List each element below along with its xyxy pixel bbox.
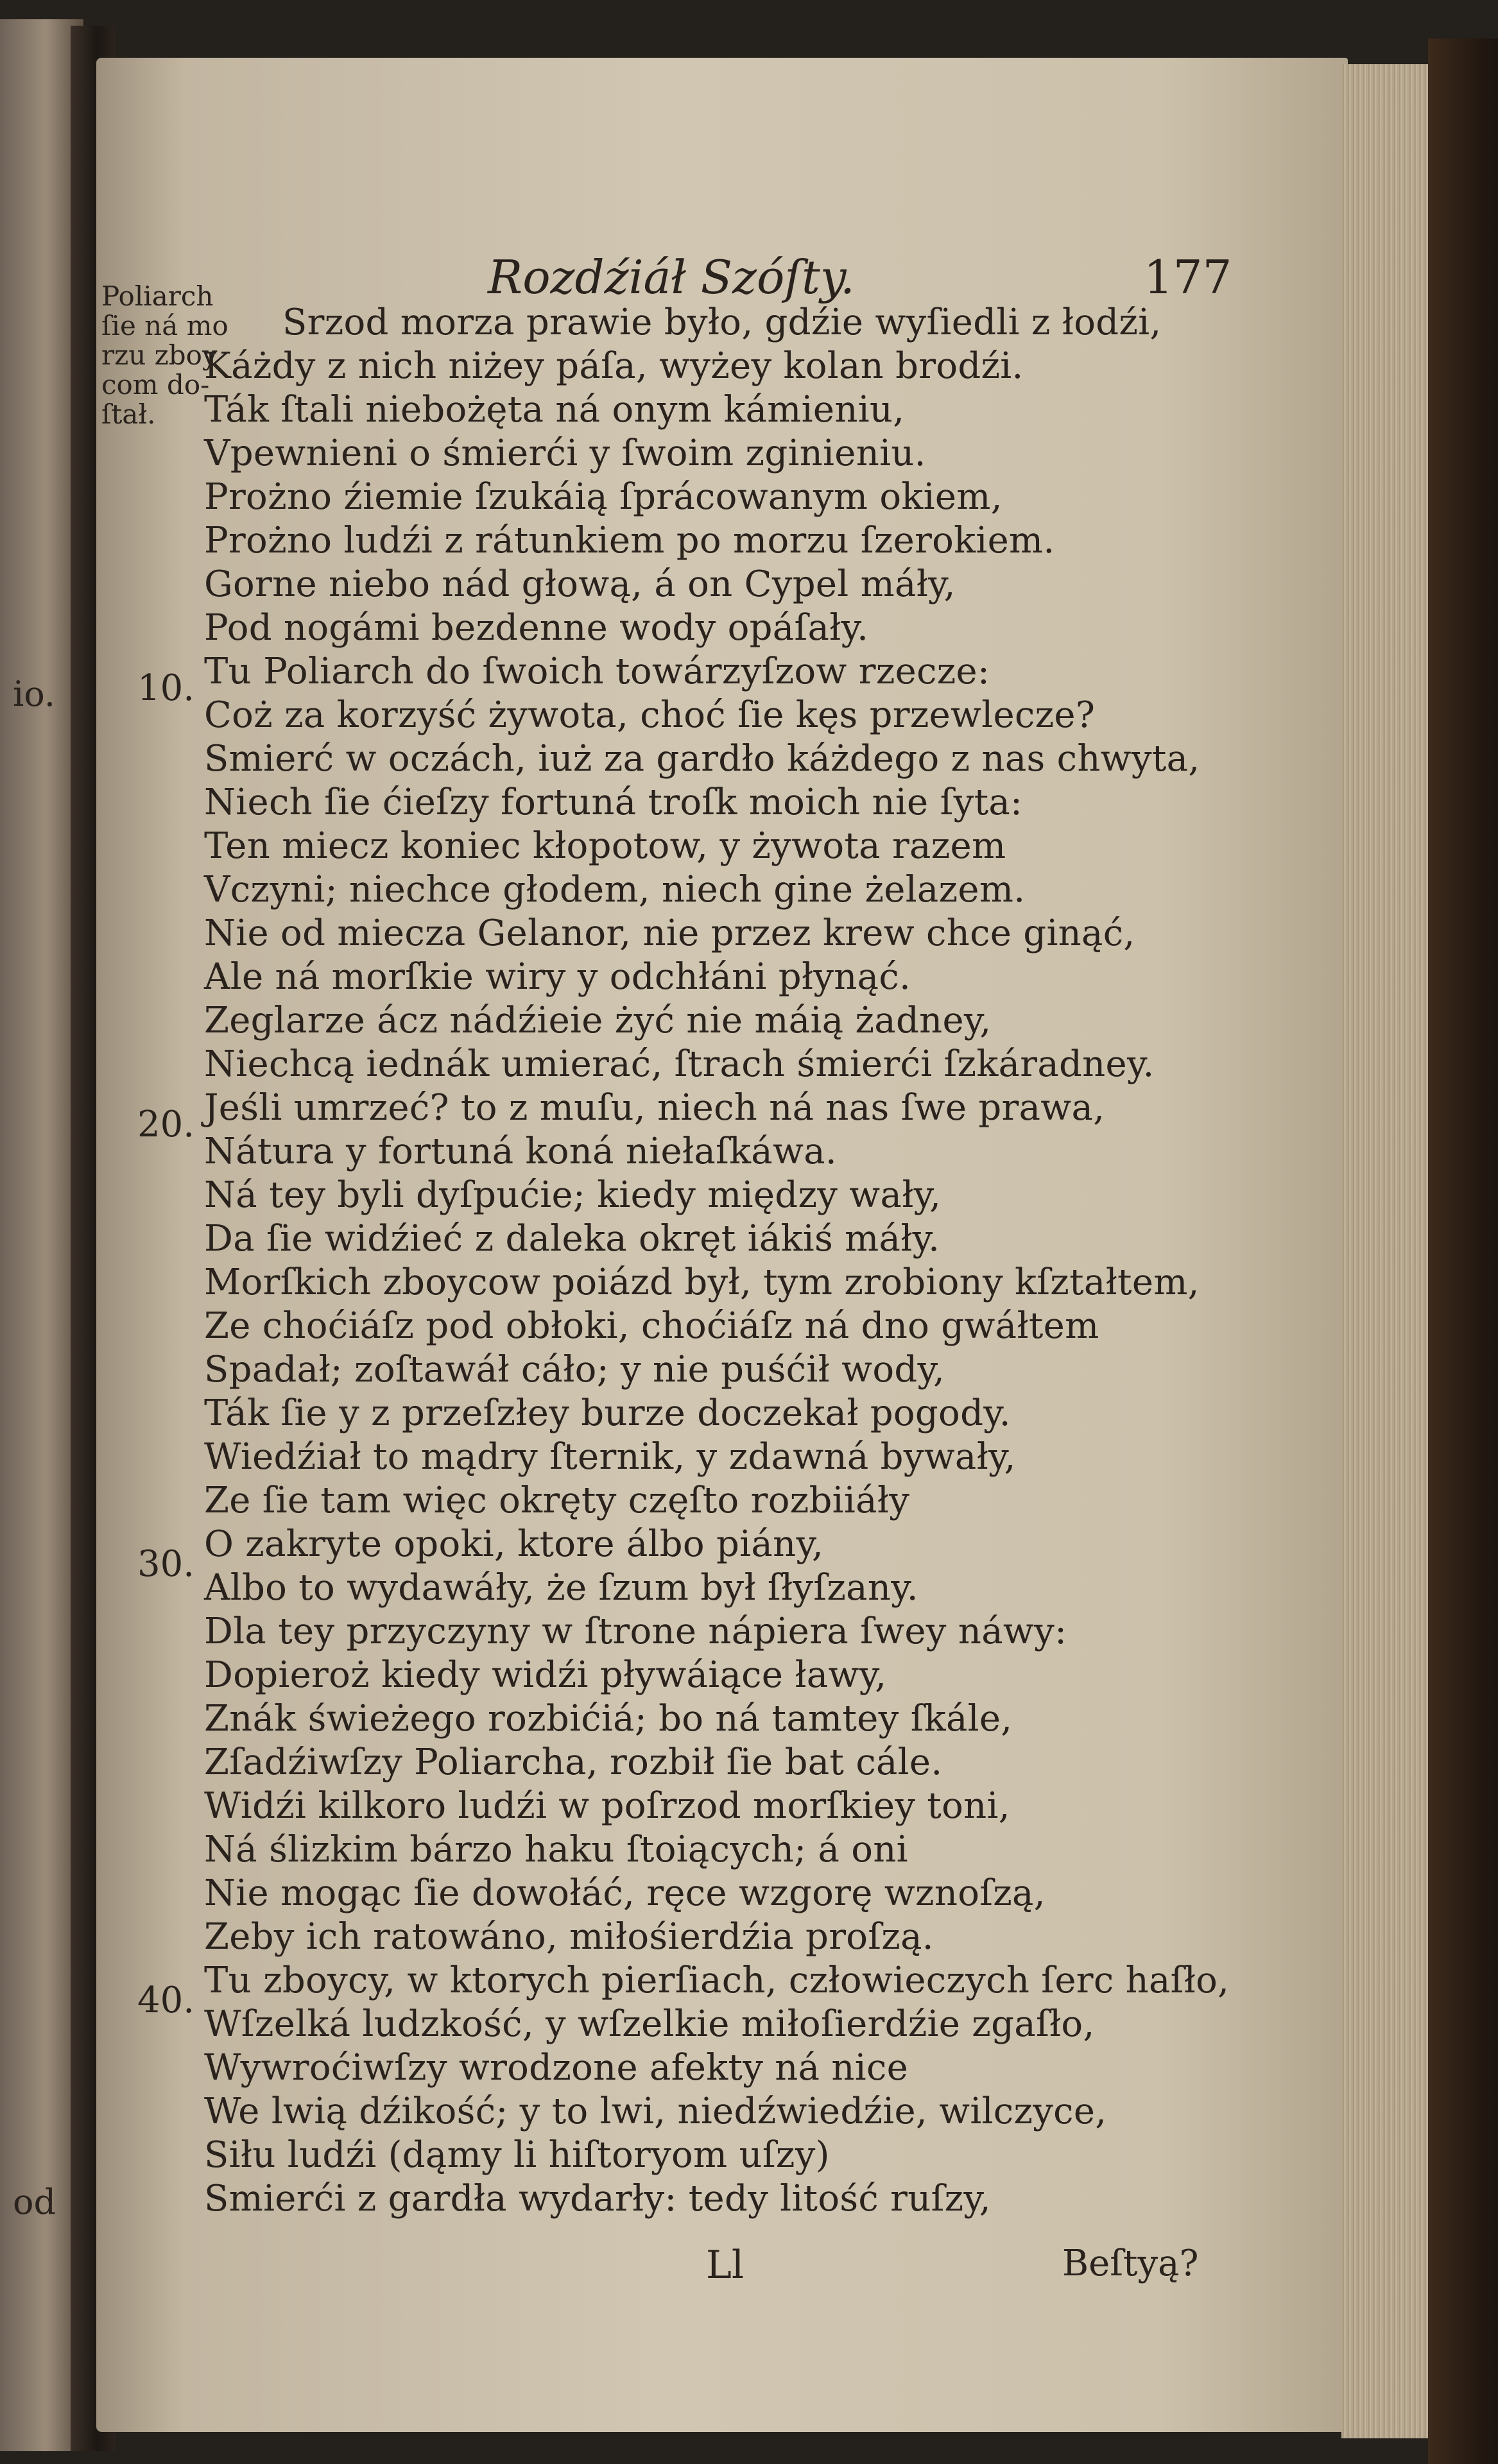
verse-line: Da ſie widźieć z daleka okręt iákiś máły. [204, 1218, 940, 1260]
line-number: 30. [137, 1543, 195, 1585]
catchword: Beſtyą? [1062, 2243, 1199, 2284]
verse-line: Smierći z gardła wydarły: tedy litość ruſzy, [204, 2178, 992, 2220]
verse-line: Ták ſie y z przeſzłey burze doczekał pogody. [204, 1392, 1011, 1434]
verse-line: Tu Poliarch do ſwoich towárzyſzow rzecze: [204, 651, 990, 692]
verse-line: Káżdy z nich niżey páſa, wyżey kolan brodźi. [204, 345, 1024, 387]
verse-line: Prożno źiemie ſzukáią ſprácowanym okiem, [204, 476, 1003, 518]
marginal-note-line: ſtał. [101, 398, 156, 430]
verse-line: Srzod morza prawie było, gdźie wyſiedli z łodźi, [282, 302, 1162, 343]
verse-line: Ale ná morſkie wiry y odchłáni płynąć. [204, 956, 911, 998]
verse-line: Zeglarze ácz nádźieie żyć nie máią żadney, [204, 1000, 992, 1041]
verse-line: Wywroćiwſzy wrodzone afekty ná nice [204, 2047, 909, 2089]
verse-line: Vpewnieni o śmierći y ſwoim zginieniu. [204, 432, 926, 474]
marginal-note-line: com do- [101, 369, 210, 400]
verse-line: Spadał; zoſtawáł cáło; y nie puśćił wody, [204, 1349, 945, 1390]
verse-line: Coż za korzyść żywota, choć ſie kęs przewlecze? [204, 694, 1096, 736]
verse-line: O zakryte opoki, ktore álbo piány, [204, 1523, 824, 1565]
line-number: 40. [137, 1980, 195, 2021]
marginal-note-line: ſie ná mo [101, 310, 228, 341]
verse-line: Wiedźiał to mądry ſternik, y zdawná bywały, [204, 1436, 1016, 1478]
verse-line: Morſkich zboycow poiázd był, tym zrobiony kſztałtem, [204, 1262, 1200, 1303]
verse-line: Vczyni; niechce głodem, niech gine żelazem. [204, 869, 1026, 911]
left-page-fragment: od [13, 2182, 56, 2222]
page-block-edge [1341, 64, 1431, 2438]
verse-line: Dla tey przyczyny w ſtrone nápiera ſwey náwy: [204, 1611, 1067, 1652]
verse-line: Ná tey byli dyſpućie; kiedy między wały, [204, 1174, 942, 1216]
verse-line: Tu zboycy, w ktorych pierſiach, człowieczych ſerc haſło, [204, 1960, 1230, 2001]
verse-line: Gorne niebo nád głową, á on Cypel máły, [204, 563, 956, 605]
verse-line: Wſzelká ludzkość, y wſzelkie miłoſierdźie zgaſło, [204, 2003, 1095, 2045]
verse-line: Dopieroż kiedy widźi pływáiące ławy, [204, 1654, 887, 1696]
signature-mark: Ll [706, 2243, 745, 2288]
verse-line: Siłu ludźi (dąmy li hiſtoryom uſzy) [204, 2134, 830, 2176]
verse-line: Zeby ich ratowáno, miłośierdźia proſzą. [204, 1916, 934, 1958]
verse-line: Albo to wydawáły, że ſzum był ſłyſzany. [204, 1567, 918, 1609]
verse-line: Zſadźiwſzy Poliarcha, rozbił ſie bat cále. [204, 1741, 943, 1783]
verse-line: Smierć w oczách, iuż za gardło káżdego z nas chwyta, [204, 738, 1200, 780]
verse-line: Prożno ludźi z rátunkiem po morzu ſzerokiem. [204, 520, 1055, 561]
marginal-note-line: rzu zboy [101, 339, 218, 371]
book-cover [1428, 38, 1498, 2464]
verse-line: Jeśli umrzeć? to z muſu, niech ná nas ſwe prawa, [204, 1087, 1105, 1129]
left-page-fragment: io. [13, 674, 55, 714]
verse-line: Pod nogámi bezdenne wody opáſały. [204, 607, 869, 649]
verse-line: Widźi kilkoro ludźi w poſrzod morſkiey toni, [204, 1785, 1010, 1827]
page-number: 177 [1144, 250, 1232, 304]
verse-line: Ták ſtali niebożęta ná onym kámieniu, [204, 389, 905, 431]
verse-line: Nie od miecza Gelanor, nie przez krew chce ginąć, [204, 912, 1135, 954]
verse-line: Niechcą iednák umierać, ſtrach śmierći ſzkáradney. [204, 1043, 1155, 1085]
verse-line: Niech ſie ćieſzy fortuná troſk moich nie ſyta: [204, 782, 1023, 823]
line-number: 20. [137, 1104, 195, 1145]
verse-line: Ze ſie tam więc okręty częſto rozbiiáły [204, 1480, 910, 1521]
verse-line: Nie mogąc ſie dowołáć, ręce wzgorę wznoſzą, [204, 1872, 1046, 1914]
verse-line: Nátura y fortuná koná niełaſkáwa. [204, 1131, 838, 1172]
running-header: Rozdźiáł Szóſty. [488, 250, 855, 304]
marginal-note-line: Poliarch [101, 280, 214, 312]
verse-line: Ten miecz koniec kłopotow, y żywota razem [204, 825, 1006, 867]
verse-line: Ná ślizkim bárzo haku ſtoiących; á oni [204, 1829, 908, 1870]
line-number: 10. [137, 667, 195, 709]
verse-line: Ze choćiáſz pod obłoki, choćiáſz ná dno gwáłtem [204, 1305, 1099, 1347]
verse-line: Znák świeżego rozbićiá; bo ná tamtey ſkále, [204, 1698, 1013, 1740]
verse-line: We lwią dźikość; y to lwi, niedźwiedźie, wilczyce, [204, 2091, 1107, 2132]
